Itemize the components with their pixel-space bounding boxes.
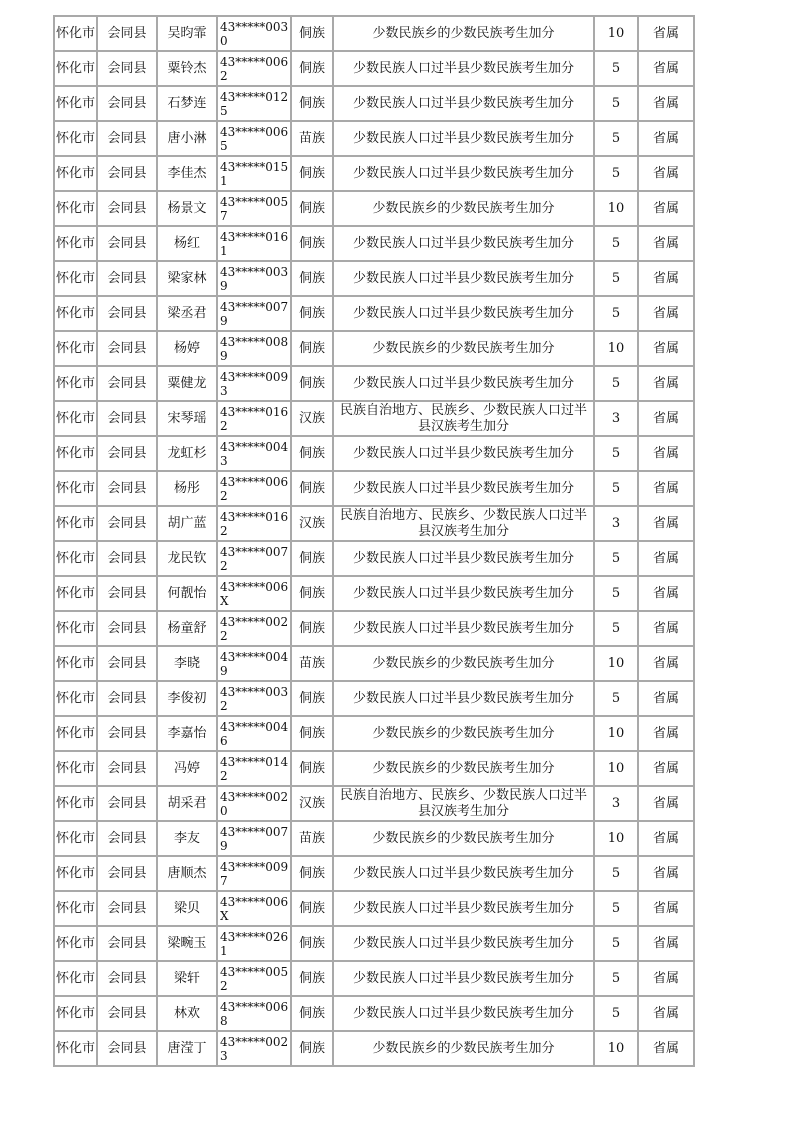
bonus-points-cell: 5	[595, 612, 637, 645]
id-number-cell: 43*****0039	[218, 262, 290, 295]
id-number-cell: 43*****0089	[218, 332, 290, 365]
bonus-points-table	[53, 15, 695, 1067]
city-cell: 怀化市	[55, 682, 96, 715]
bonus-points-cell: 5	[595, 892, 637, 925]
county-cell: 会同县	[98, 787, 156, 820]
city-cell: 怀化市	[55, 892, 96, 925]
level-cell: 省属	[639, 17, 693, 50]
table-row	[55, 87, 693, 120]
level-cell: 省属	[639, 577, 693, 610]
bonus-points-cell: 5	[595, 122, 637, 155]
name-cell: 胡广蓝	[158, 507, 216, 540]
bonus-points-cell: 5	[595, 52, 637, 85]
bonus-points-cell: 5	[595, 87, 637, 120]
table-row	[55, 787, 693, 820]
county-cell: 会同县	[98, 332, 156, 365]
table-row	[55, 962, 693, 995]
ethnicity-cell: 侗族	[292, 997, 332, 1030]
table-row	[55, 437, 693, 470]
county-cell: 会同县	[98, 192, 156, 225]
ethnicity-cell: 汉族	[292, 507, 332, 540]
level-cell: 省属	[639, 157, 693, 190]
county-cell: 会同县	[98, 262, 156, 295]
name-cell: 唐滢丁	[158, 1032, 216, 1065]
name-cell: 杨彤	[158, 472, 216, 505]
county-cell: 会同县	[98, 297, 156, 330]
id-number-cell: 43*****0068	[218, 997, 290, 1030]
city-cell: 怀化市	[55, 367, 96, 400]
bonus-points-cell: 5	[595, 157, 637, 190]
level-cell: 省属	[639, 87, 693, 120]
ethnicity-cell: 侗族	[292, 332, 332, 365]
level-cell: 省属	[639, 332, 693, 365]
name-cell: 杨景文	[158, 192, 216, 225]
city-cell: 怀化市	[55, 507, 96, 540]
county-cell: 会同县	[98, 157, 156, 190]
level-cell: 省属	[639, 472, 693, 505]
table-row	[55, 577, 693, 610]
id-number-cell: 43*****0020	[218, 787, 290, 820]
bonus-points-cell: 5	[595, 682, 637, 715]
ethnicity-cell: 汉族	[292, 787, 332, 820]
bonus-reason-cell: 少数民族乡的少数民族考生加分	[334, 822, 593, 855]
city-cell: 怀化市	[55, 192, 96, 225]
bonus-points-cell: 10	[595, 752, 637, 785]
ethnicity-cell: 侗族	[292, 227, 332, 260]
bonus-reason-cell: 少数民族乡的少数民族考生加分	[334, 192, 593, 225]
bonus-points-cell: 5	[595, 962, 637, 995]
id-number-cell: 43*****0151	[218, 157, 290, 190]
level-cell: 省属	[639, 1032, 693, 1065]
bonus-reason-cell: 少数民族人口过半县少数民族考生加分	[334, 857, 593, 890]
ethnicity-cell: 侗族	[292, 157, 332, 190]
bonus-reason-cell: 少数民族人口过半县少数民族考生加分	[334, 227, 593, 260]
city-cell: 怀化市	[55, 17, 96, 50]
city-cell: 怀化市	[55, 262, 96, 295]
table-row	[55, 1032, 693, 1065]
bonus-reason-cell: 少数民族人口过半县少数民族考生加分	[334, 87, 593, 120]
table-body	[55, 17, 693, 1065]
bonus-reason-cell: 少数民族乡的少数民族考生加分	[334, 752, 593, 785]
bonus-points-cell: 5	[595, 227, 637, 260]
ethnicity-cell: 侗族	[292, 297, 332, 330]
bonus-reason-cell: 少数民族人口过半县少数民族考生加分	[334, 122, 593, 155]
level-cell: 省属	[639, 507, 693, 540]
city-cell: 怀化市	[55, 612, 96, 645]
name-cell: 何靓怡	[158, 577, 216, 610]
bonus-points-cell: 5	[595, 262, 637, 295]
id-number-cell: 43*****0079	[218, 822, 290, 855]
city-cell: 怀化市	[55, 857, 96, 890]
id-number-cell: 43*****006X	[218, 892, 290, 925]
level-cell: 省属	[639, 892, 693, 925]
name-cell: 龙民钦	[158, 542, 216, 575]
ethnicity-cell: 苗族	[292, 822, 332, 855]
county-cell: 会同县	[98, 542, 156, 575]
table-row	[55, 472, 693, 505]
bonus-reason-cell: 少数民族人口过半县少数民族考生加分	[334, 157, 593, 190]
bonus-points-cell: 5	[595, 472, 637, 505]
name-cell: 杨红	[158, 227, 216, 260]
ethnicity-cell: 侗族	[292, 717, 332, 750]
level-cell: 省属	[639, 997, 693, 1030]
name-cell: 李晓	[158, 647, 216, 680]
bonus-points-cell: 5	[595, 367, 637, 400]
table-row	[55, 402, 693, 435]
bonus-reason-cell: 少数民族乡的少数民族考生加分	[334, 17, 593, 50]
bonus-points-cell: 5	[595, 297, 637, 330]
id-number-cell: 43*****0032	[218, 682, 290, 715]
name-cell: 唐顺杰	[158, 857, 216, 890]
id-number-cell: 43*****0142	[218, 752, 290, 785]
table-row	[55, 857, 693, 890]
city-cell: 怀化市	[55, 752, 96, 785]
ethnicity-cell: 侗族	[292, 192, 332, 225]
ethnicity-cell: 侗族	[292, 752, 332, 785]
city-cell: 怀化市	[55, 717, 96, 750]
id-number-cell: 43*****0065	[218, 122, 290, 155]
name-cell: 杨童舒	[158, 612, 216, 645]
county-cell: 会同县	[98, 122, 156, 155]
city-cell: 怀化市	[55, 157, 96, 190]
table-row	[55, 122, 693, 155]
table-row	[55, 297, 693, 330]
bonus-points-cell: 5	[595, 542, 637, 575]
ethnicity-cell: 侗族	[292, 87, 332, 120]
level-cell: 省属	[639, 367, 693, 400]
name-cell: 梁畹玉	[158, 927, 216, 960]
table-row	[55, 262, 693, 295]
name-cell: 吴昀霏	[158, 17, 216, 50]
name-cell: 梁轩	[158, 962, 216, 995]
bonus-points-cell: 3	[595, 787, 637, 820]
bonus-points-cell: 5	[595, 997, 637, 1030]
bonus-reason-cell: 少数民族人口过半县少数民族考生加分	[334, 297, 593, 330]
county-cell: 会同县	[98, 857, 156, 890]
bonus-points-cell: 10	[595, 17, 637, 50]
ethnicity-cell: 汉族	[292, 402, 332, 435]
name-cell: 宋琴瑶	[158, 402, 216, 435]
table-row	[55, 17, 693, 50]
table-row	[55, 367, 693, 400]
bonus-reason-cell: 少数民族人口过半县少数民族考生加分	[334, 997, 593, 1030]
id-number-cell: 43*****0046	[218, 717, 290, 750]
id-number-cell: 43*****0057	[218, 192, 290, 225]
name-cell: 粟铃杰	[158, 52, 216, 85]
id-number-cell: 43*****0022	[218, 612, 290, 645]
city-cell: 怀化市	[55, 332, 96, 365]
level-cell: 省属	[639, 787, 693, 820]
county-cell: 会同县	[98, 402, 156, 435]
table-row	[55, 157, 693, 190]
county-cell: 会同县	[98, 647, 156, 680]
name-cell: 李俊初	[158, 682, 216, 715]
level-cell: 省属	[639, 262, 693, 295]
bonus-reason-cell: 少数民族人口过半县少数民族考生加分	[334, 262, 593, 295]
ethnicity-cell: 苗族	[292, 122, 332, 155]
table-row	[55, 612, 693, 645]
ethnicity-cell: 侗族	[292, 542, 332, 575]
county-cell: 会同县	[98, 472, 156, 505]
bonus-points-cell: 10	[595, 192, 637, 225]
table-row	[55, 752, 693, 785]
id-number-cell: 43*****0093	[218, 367, 290, 400]
level-cell: 省属	[639, 192, 693, 225]
ethnicity-cell: 侗族	[292, 437, 332, 470]
level-cell: 省属	[639, 752, 693, 785]
bonus-reason-cell: 少数民族人口过半县少数民族考生加分	[334, 892, 593, 925]
level-cell: 省属	[639, 647, 693, 680]
level-cell: 省属	[639, 52, 693, 85]
id-number-cell: 43*****0261	[218, 927, 290, 960]
bonus-points-cell: 5	[595, 927, 637, 960]
level-cell: 省属	[639, 297, 693, 330]
bonus-points-cell: 10	[595, 822, 637, 855]
table-row	[55, 192, 693, 225]
bonus-points-cell: 5	[595, 857, 637, 890]
name-cell: 胡采君	[158, 787, 216, 820]
name-cell: 杨婷	[158, 332, 216, 365]
level-cell: 省属	[639, 682, 693, 715]
level-cell: 省属	[639, 122, 693, 155]
level-cell: 省属	[639, 402, 693, 435]
city-cell: 怀化市	[55, 997, 96, 1030]
city-cell: 怀化市	[55, 402, 96, 435]
bonus-points-cell: 3	[595, 507, 637, 540]
city-cell: 怀化市	[55, 297, 96, 330]
id-number-cell: 43*****0023	[218, 1032, 290, 1065]
county-cell: 会同县	[98, 507, 156, 540]
id-number-cell: 43*****0062	[218, 472, 290, 505]
bonus-reason-cell: 少数民族人口过半县少数民族考生加分	[334, 577, 593, 610]
id-number-cell: 43*****0097	[218, 857, 290, 890]
city-cell: 怀化市	[55, 87, 96, 120]
id-number-cell: 43*****006X	[218, 577, 290, 610]
bonus-reason-cell: 少数民族乡的少数民族考生加分	[334, 647, 593, 680]
county-cell: 会同县	[98, 892, 156, 925]
ethnicity-cell: 侗族	[292, 1032, 332, 1065]
bonus-reason-cell: 少数民族人口过半县少数民族考生加分	[334, 612, 593, 645]
id-number-cell: 43*****0162	[218, 402, 290, 435]
ethnicity-cell: 侗族	[292, 262, 332, 295]
name-cell: 石梦连	[158, 87, 216, 120]
bonus-reason-cell: 少数民族人口过半县少数民族考生加分	[334, 682, 593, 715]
table-row	[55, 682, 693, 715]
county-cell: 会同县	[98, 962, 156, 995]
city-cell: 怀化市	[55, 227, 96, 260]
ethnicity-cell: 侗族	[292, 17, 332, 50]
bonus-points-cell: 10	[595, 647, 637, 680]
bonus-points-cell: 3	[595, 402, 637, 435]
id-number-cell: 43*****0043	[218, 437, 290, 470]
city-cell: 怀化市	[55, 577, 96, 610]
bonus-reason-cell: 少数民族人口过半县少数民族考生加分	[334, 962, 593, 995]
table-row	[55, 542, 693, 575]
county-cell: 会同县	[98, 227, 156, 260]
bonus-reason-cell: 民族自治地方、民族乡、少数民族人口过半县汉族考生加分	[334, 507, 593, 540]
ethnicity-cell: 侗族	[292, 577, 332, 610]
level-cell: 省属	[639, 437, 693, 470]
city-cell: 怀化市	[55, 1032, 96, 1065]
id-number-cell: 43*****0052	[218, 962, 290, 995]
bonus-points-cell: 10	[595, 717, 637, 750]
name-cell: 梁贝	[158, 892, 216, 925]
ethnicity-cell: 侗族	[292, 892, 332, 925]
id-number-cell: 43*****0072	[218, 542, 290, 575]
table-row	[55, 822, 693, 855]
county-cell: 会同县	[98, 997, 156, 1030]
level-cell: 省属	[639, 962, 693, 995]
table-row	[55, 717, 693, 750]
city-cell: 怀化市	[55, 122, 96, 155]
ethnicity-cell: 侗族	[292, 52, 332, 85]
county-cell: 会同县	[98, 87, 156, 120]
county-cell: 会同县	[98, 437, 156, 470]
id-number-cell: 43*****0062	[218, 52, 290, 85]
county-cell: 会同县	[98, 17, 156, 50]
id-number-cell: 43*****0161	[218, 227, 290, 260]
name-cell: 唐小淋	[158, 122, 216, 155]
bonus-points-cell: 5	[595, 577, 637, 610]
city-cell: 怀化市	[55, 437, 96, 470]
ethnicity-cell: 侗族	[292, 682, 332, 715]
id-number-cell: 43*****0162	[218, 507, 290, 540]
ethnicity-cell: 侗族	[292, 927, 332, 960]
bonus-reason-cell: 民族自治地方、民族乡、少数民族人口过半县汉族考生加分	[334, 787, 593, 820]
bonus-points-cell: 10	[595, 332, 637, 365]
bonus-reason-cell: 少数民族人口过半县少数民族考生加分	[334, 472, 593, 505]
name-cell: 粟健龙	[158, 367, 216, 400]
bonus-reason-cell: 少数民族乡的少数民族考生加分	[334, 717, 593, 750]
name-cell: 李友	[158, 822, 216, 855]
name-cell: 龙虹杉	[158, 437, 216, 470]
county-cell: 会同县	[98, 52, 156, 85]
level-cell: 省属	[639, 612, 693, 645]
bonus-reason-cell: 少数民族乡的少数民族考生加分	[334, 1032, 593, 1065]
id-number-cell: 43*****0125	[218, 87, 290, 120]
county-cell: 会同县	[98, 1032, 156, 1065]
name-cell: 李嘉怡	[158, 717, 216, 750]
ethnicity-cell: 侗族	[292, 857, 332, 890]
table-row	[55, 647, 693, 680]
bonus-reason-cell: 少数民族乡的少数民族考生加分	[334, 332, 593, 365]
table-row	[55, 227, 693, 260]
name-cell: 林欢	[158, 997, 216, 1030]
county-cell: 会同县	[98, 822, 156, 855]
level-cell: 省属	[639, 227, 693, 260]
bonus-reason-cell: 少数民族人口过半县少数民族考生加分	[334, 437, 593, 470]
ethnicity-cell: 侗族	[292, 472, 332, 505]
bonus-reason-cell: 少数民族人口过半县少数民族考生加分	[334, 367, 593, 400]
id-number-cell: 43*****0030	[218, 17, 290, 50]
table-row	[55, 997, 693, 1030]
table-row	[55, 332, 693, 365]
county-cell: 会同县	[98, 367, 156, 400]
name-cell: 梁丞君	[158, 297, 216, 330]
bonus-reason-cell: 少数民族人口过半县少数民族考生加分	[334, 52, 593, 85]
city-cell: 怀化市	[55, 962, 96, 995]
city-cell: 怀化市	[55, 52, 96, 85]
bonus-points-cell: 5	[595, 437, 637, 470]
table-row	[55, 52, 693, 85]
ethnicity-cell: 苗族	[292, 647, 332, 680]
city-cell: 怀化市	[55, 472, 96, 505]
level-cell: 省属	[639, 927, 693, 960]
ethnicity-cell: 侗族	[292, 612, 332, 645]
level-cell: 省属	[639, 717, 693, 750]
ethnicity-cell: 侗族	[292, 962, 332, 995]
level-cell: 省属	[639, 857, 693, 890]
county-cell: 会同县	[98, 577, 156, 610]
bonus-reason-cell: 民族自治地方、民族乡、少数民族人口过半县汉族考生加分	[334, 402, 593, 435]
city-cell: 怀化市	[55, 822, 96, 855]
level-cell: 省属	[639, 542, 693, 575]
city-cell: 怀化市	[55, 542, 96, 575]
table-row	[55, 507, 693, 540]
table-row	[55, 927, 693, 960]
city-cell: 怀化市	[55, 787, 96, 820]
name-cell: 梁家林	[158, 262, 216, 295]
county-cell: 会同县	[98, 927, 156, 960]
id-number-cell: 43*****0049	[218, 647, 290, 680]
county-cell: 会同县	[98, 717, 156, 750]
table-row	[55, 892, 693, 925]
bonus-reason-cell: 少数民族人口过半县少数民族考生加分	[334, 542, 593, 575]
id-number-cell: 43*****0079	[218, 297, 290, 330]
ethnicity-cell: 侗族	[292, 367, 332, 400]
county-cell: 会同县	[98, 612, 156, 645]
level-cell: 省属	[639, 822, 693, 855]
bonus-reason-cell: 少数民族人口过半县少数民族考生加分	[334, 927, 593, 960]
city-cell: 怀化市	[55, 647, 96, 680]
name-cell: 李佳杰	[158, 157, 216, 190]
bonus-points-cell: 10	[595, 1032, 637, 1065]
county-cell: 会同县	[98, 752, 156, 785]
city-cell: 怀化市	[55, 927, 96, 960]
name-cell: 冯婷	[158, 752, 216, 785]
county-cell: 会同县	[98, 682, 156, 715]
